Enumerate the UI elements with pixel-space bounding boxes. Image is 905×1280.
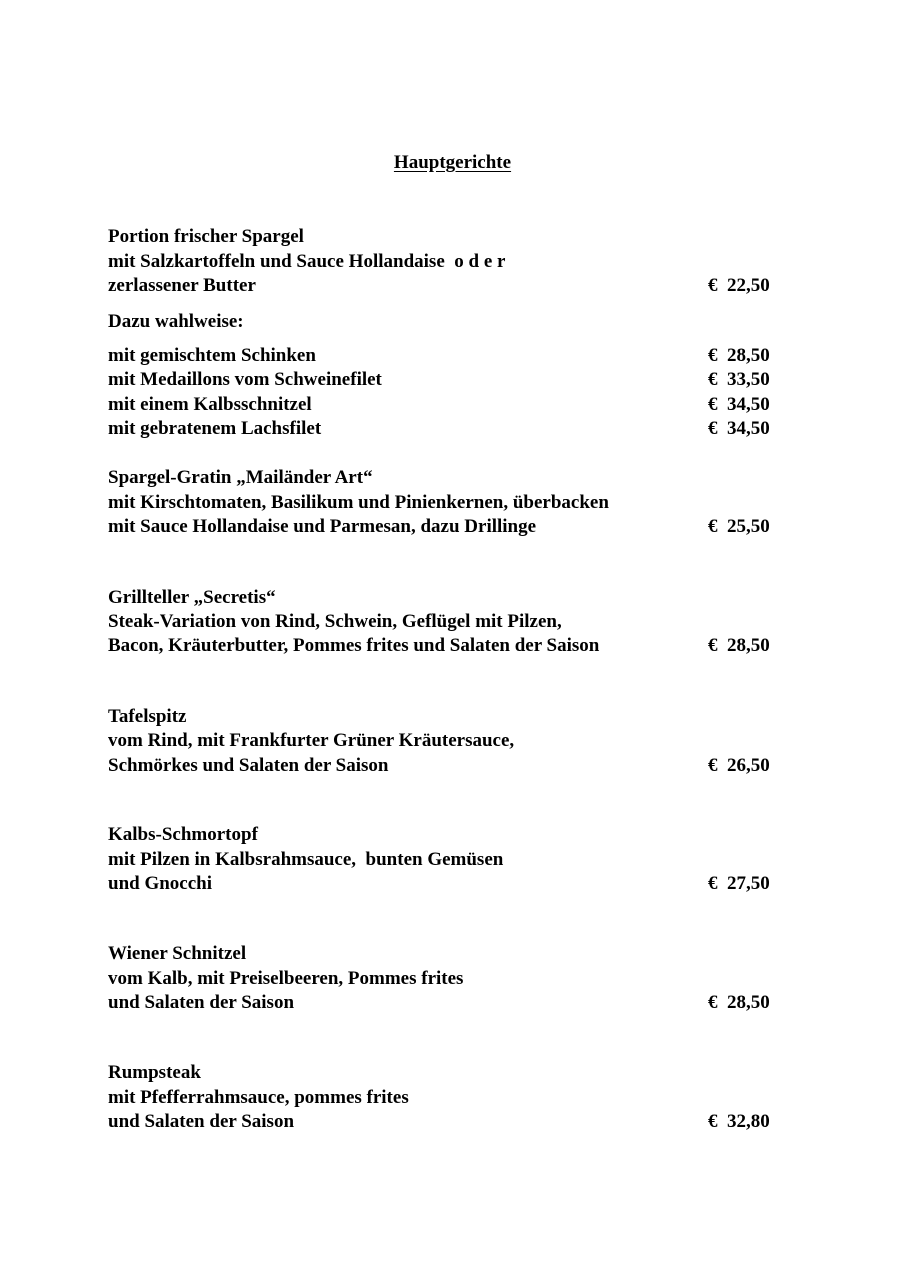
dish-description: Steak-Variation von Rind, Schwein, Geflügel mit Pilzen, xyxy=(108,611,562,632)
dish-description: mit Sauce Hollandaise und Parmesan, dazu Drillinge xyxy=(108,516,537,537)
dish-name-grillteller: Grillteller „Secretis“ xyxy=(108,587,276,608)
dish-name-spargel: Portion frischer Spargel xyxy=(108,226,304,247)
dish-price: € 32,80 xyxy=(708,1111,770,1132)
option-price: € 33,50 xyxy=(708,369,770,390)
dish-name-kalbs-schmortopf: Kalbs-Schmortopf xyxy=(108,824,258,845)
option-label: mit Medaillons vom Schweinefilet xyxy=(108,369,382,390)
dish-name-tafelspitz: Tafelspitz xyxy=(108,706,187,727)
dish-name-wiener-schnitzel: Wiener Schnitzel xyxy=(108,943,247,964)
options-heading: Dazu wahlweise: xyxy=(108,311,244,332)
page-title: Hauptgerichte xyxy=(393,152,512,173)
dish-description: zerlassener Butter xyxy=(108,275,256,296)
dish-name-spargel-gratin: Spargel-Gratin „Mailänder Art“ xyxy=(108,467,373,488)
dish-name-rumpsteak: Rumpsteak xyxy=(108,1062,201,1083)
dish-description: Schmörkes und Salaten der Saison xyxy=(108,755,389,776)
option-label: mit gebratenem Lachsfilet xyxy=(108,418,322,439)
dish-price: € 28,50 xyxy=(708,992,770,1013)
dish-description: vom Kalb, mit Preiselbeeren, Pommes frites xyxy=(108,968,464,989)
option-price: € 34,50 xyxy=(708,418,770,439)
option-label: mit einem Kalbsschnitzel xyxy=(108,394,312,415)
dish-price: € 28,50 xyxy=(708,635,770,656)
dish-description: mit Pfefferrahmsauce, pommes frites xyxy=(108,1087,409,1108)
dish-description: mit Pilzen in Kalbsrahmsauce, bunten Gemüsen xyxy=(108,849,504,870)
option-price: € 28,50 xyxy=(708,345,770,366)
dish-description: vom Rind, mit Frankfurter Grüner Kräutersauce, xyxy=(108,730,515,751)
dish-price: € 25,50 xyxy=(708,516,770,537)
dish-description: Bacon, Kräuterbutter, Pommes frites und Salaten der Saison xyxy=(108,635,600,656)
option-price: € 34,50 xyxy=(708,394,770,415)
dish-description: und Salaten der Saison xyxy=(108,992,295,1013)
dish-description: und Gnocchi xyxy=(108,873,213,894)
dish-description: mit Kirschtomaten, Basilikum und Pinienkernen, überbacken xyxy=(108,492,609,513)
dish-description: mit Salzkartoffeln und Sauce Hollandaise o d e r xyxy=(108,251,506,272)
dish-price: € 26,50 xyxy=(708,755,770,776)
dish-description: und Salaten der Saison xyxy=(108,1111,295,1132)
dish-price: € 27,50 xyxy=(708,873,770,894)
dish-price: € 22,50 xyxy=(708,275,770,296)
option-label: mit gemischtem Schinken xyxy=(108,345,316,366)
